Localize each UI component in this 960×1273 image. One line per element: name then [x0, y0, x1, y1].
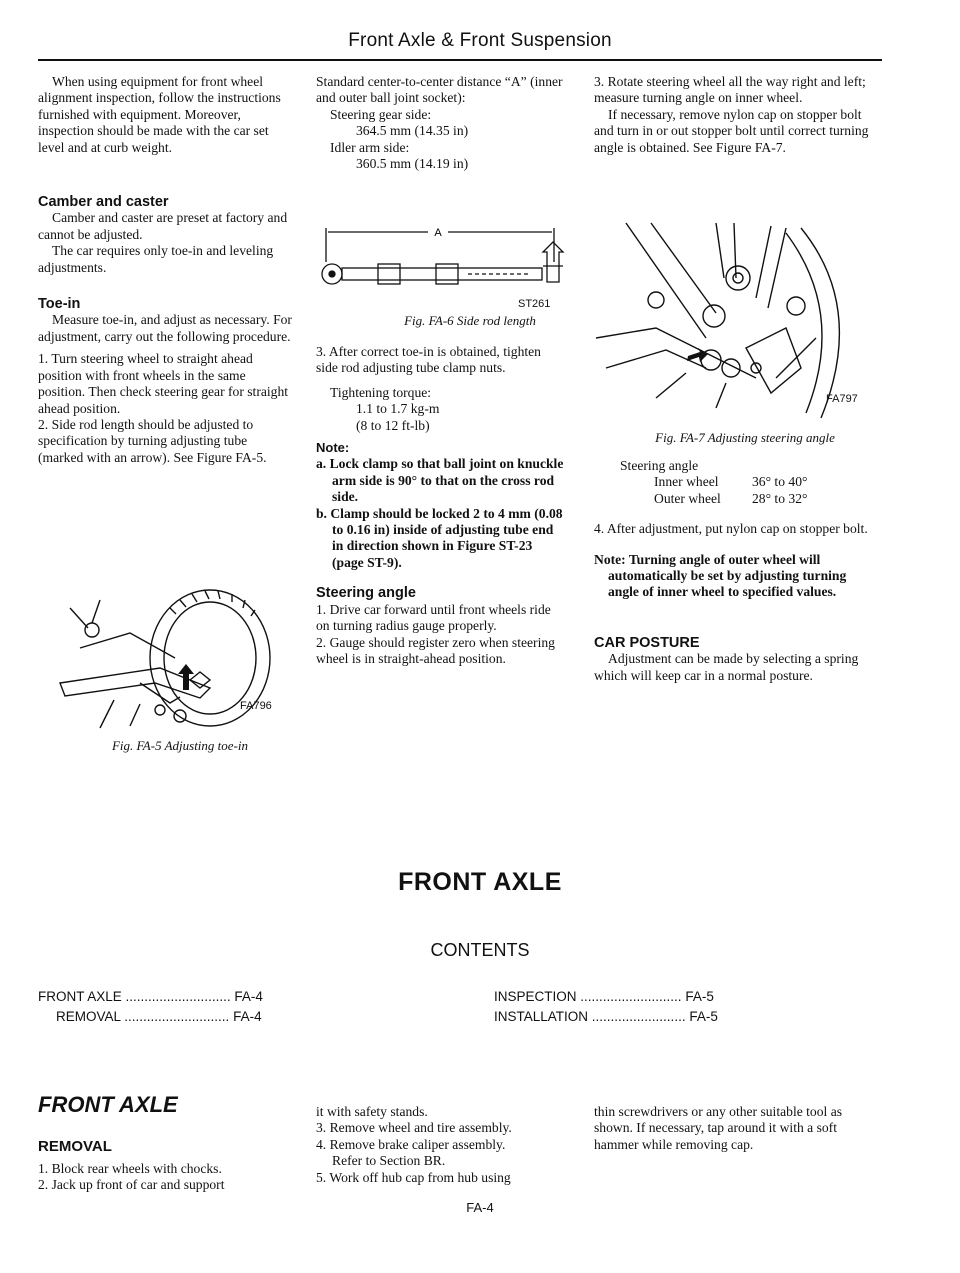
- lower-left: [38, 1092, 298, 1194]
- toc-dots: ............................: [124, 1009, 230, 1024]
- lower-right: [594, 1104, 869, 1153]
- toc-entry[interactable]: [56, 1008, 416, 1026]
- outer-wheel-row: [594, 491, 869, 507]
- note-a: a. Lock clamp so that ball joint on knuckle arm side is 90° to that on the cross rod side.: [316, 456, 564, 505]
- fig-fa7-caption: Fig. FA-7 Adjusting steering angle: [655, 430, 835, 445]
- arrow-icon: [178, 664, 194, 690]
- section-title: FRONT AXLE: [398, 868, 562, 896]
- toein-step-1: 1. Turn steering wheel to straight ahead position with front wheels in the same position. Then check steering gear for straight ahead position.: [38, 351, 289, 416]
- fig-fa6-caption: Fig. FA-6 Side rod length: [404, 313, 536, 328]
- removal-hub-cap-paragraph: thin screwdrivers or any other suitable tool as shown. If necessary, tap around it with a soft hammer while removing cap.: [594, 1104, 843, 1152]
- gear-side-label: Steering gear side:: [330, 106, 432, 122]
- camber-paragraph-2: The car requires only toe-in and leveling adjustments.: [38, 243, 274, 275]
- toc-entry[interactable]: [494, 1008, 718, 1026]
- figure-fa7: [596, 218, 871, 423]
- removal-step-3: 3. Remove wheel and tire assembly.: [316, 1120, 512, 1136]
- fig-fa7-code: FA797: [826, 393, 858, 405]
- lower-title: FRONT AXLE: [38, 1092, 178, 1117]
- arrow-icon: [687, 348, 708, 362]
- idler-side-value: 360.5 mm (14.19 in): [356, 156, 469, 172]
- outer-wheel-value: 28° to 32°: [752, 490, 808, 506]
- contents-title: CONTENTS: [430, 940, 530, 960]
- toc-label: INSPECTION: [494, 989, 577, 1004]
- note-b: b. Clamp should be locked 2 to 4 mm (0.08 to 0.16 in) inside of adjusting tube end in direction shown in Figure ST-23 (page ST-9).: [316, 505, 563, 570]
- removal-step-2: 2. Jack up front of car and support: [38, 1177, 225, 1193]
- outer-wheel-label: Outer wheel: [654, 490, 721, 506]
- toc-dots: ............................: [125, 989, 231, 1004]
- column-right-lower: [594, 458, 869, 684]
- toein-step-2: 2. Side rod length should be adjusted to specification by turning adjusting tube (marked with an arrow). See Figure FA-5.: [38, 416, 267, 465]
- column-middle: [316, 74, 566, 172]
- camber-heading: Camber and caster: [38, 194, 169, 211]
- nylon-cap-paragraph: If necessary, remove nylon cap on stopper bolt and turn in or out stopper bolt until correct turning angle is obtained. See Figure FA-7.: [594, 106, 869, 155]
- toc-page: FA-5: [685, 989, 714, 1004]
- column-right: [594, 74, 869, 156]
- removal-heading: REMOVAL: [38, 1138, 112, 1155]
- toc-right: [494, 988, 894, 1032]
- toein-heading: Toe-in: [38, 296, 81, 313]
- removal-step-4-ref: Refer to Section BR.: [332, 1153, 446, 1169]
- toc-label: REMOVAL: [56, 1009, 121, 1024]
- fig-fa5-code: FA796: [240, 700, 272, 712]
- steering-step-2: 2. Gauge should register zero when steering wheel is in straight-ahead position.: [316, 634, 555, 666]
- camber-paragraph-1: Camber and caster are preset at factory and cannot be adjusted.: [38, 210, 288, 242]
- intro-paragraph: When using equipment for front wheel alignment inspection, follow the instructions furnished with equipment. Moreover, inspection should be made with the car set level and at curb weight.: [38, 74, 281, 155]
- turning-step-4: 4. After adjustment, put nylon cap on stopper bolt.: [594, 521, 868, 537]
- std-distance-paragraph: Standard center-to-center distance “A” (inner and outer ball joint socket):: [316, 74, 563, 106]
- toc-entry[interactable]: [38, 988, 408, 1006]
- header-rule: [38, 59, 882, 61]
- steering-angle-label: Steering angle: [620, 458, 699, 473]
- page-number: FA-4: [466, 1200, 494, 1215]
- toc-dots: .........................: [591, 1009, 686, 1024]
- torque-label: Tightening torque:: [330, 384, 432, 400]
- inner-wheel-label: Inner wheel: [654, 474, 719, 490]
- turning-step-3: 3. Rotate steering wheel all the way right and left; measure turning angle on inner wheel.: [594, 74, 866, 106]
- column-middle-lower: [316, 344, 566, 667]
- removal-step-4: 4. Remove brake caliper assembly.: [316, 1136, 506, 1152]
- toc-page: FA-4: [233, 1009, 262, 1024]
- removal-step-1: 1. Block rear wheels with chocks.: [38, 1161, 222, 1176]
- figure-fa6: [318, 222, 568, 312]
- car-posture-paragraph: Adjustment can be made by selecting a spring which will keep car in a normal posture.: [594, 651, 859, 683]
- note-label: Note:: [316, 440, 350, 456]
- torque-value-imperial: (8 to 12 ft-lb): [356, 417, 430, 433]
- toc-dots: ...........................: [580, 989, 682, 1004]
- steering-step-1: 1. Drive car forward until front wheels ride on turning radius gauge properly.: [316, 601, 551, 634]
- outer-wheel-note: Note: Turning angle of outer wheel will automatically be set by adjusting turning angle of inner wheel to specified values.: [594, 551, 847, 600]
- torque-value-metric: 1.1 to 1.7 kg-m: [356, 401, 440, 417]
- toc-page: FA-4: [234, 989, 263, 1004]
- inner-wheel-row: [594, 474, 869, 490]
- removal-continued: it with safety stands.: [316, 1104, 428, 1119]
- fig-fa6-label-a: A: [434, 227, 442, 239]
- figure-fa5: [40, 588, 295, 733]
- side-rod-step-3: 3. After correct toe-in is obtained, tighten side rod adjusting tube clamp nuts.: [316, 344, 541, 376]
- fig-fa5-caption: Fig. FA-5 Adjusting toe-in: [111, 738, 248, 753]
- toc-label: FRONT AXLE: [38, 989, 122, 1004]
- steering-angle-heading: Steering angle: [316, 585, 416, 602]
- idler-side-label: Idler arm side:: [330, 139, 410, 155]
- toc-entry[interactable]: [494, 988, 714, 1006]
- page-header-title: Front Axle & Front Suspension: [348, 30, 612, 51]
- removal-step-5: 5. Work off hub cap from hub using: [316, 1169, 511, 1185]
- toein-paragraph: Measure toe-in, and adjust as necessary. For adjustment, carry out the following procedure.: [38, 312, 292, 344]
- toc-left: [38, 988, 418, 1032]
- inner-wheel-value: 36° to 40°: [752, 474, 808, 490]
- fig-fa6-code: ST261: [518, 298, 551, 310]
- gear-side-value: 364.5 mm (14.35 in): [356, 123, 469, 139]
- lower-middle: [316, 1104, 576, 1186]
- toc-label: INSTALLATION: [494, 1009, 589, 1024]
- toc-page: FA-5: [689, 1009, 718, 1024]
- column-left: [38, 74, 293, 466]
- car-posture-heading: CAR POSTURE: [594, 634, 700, 651]
